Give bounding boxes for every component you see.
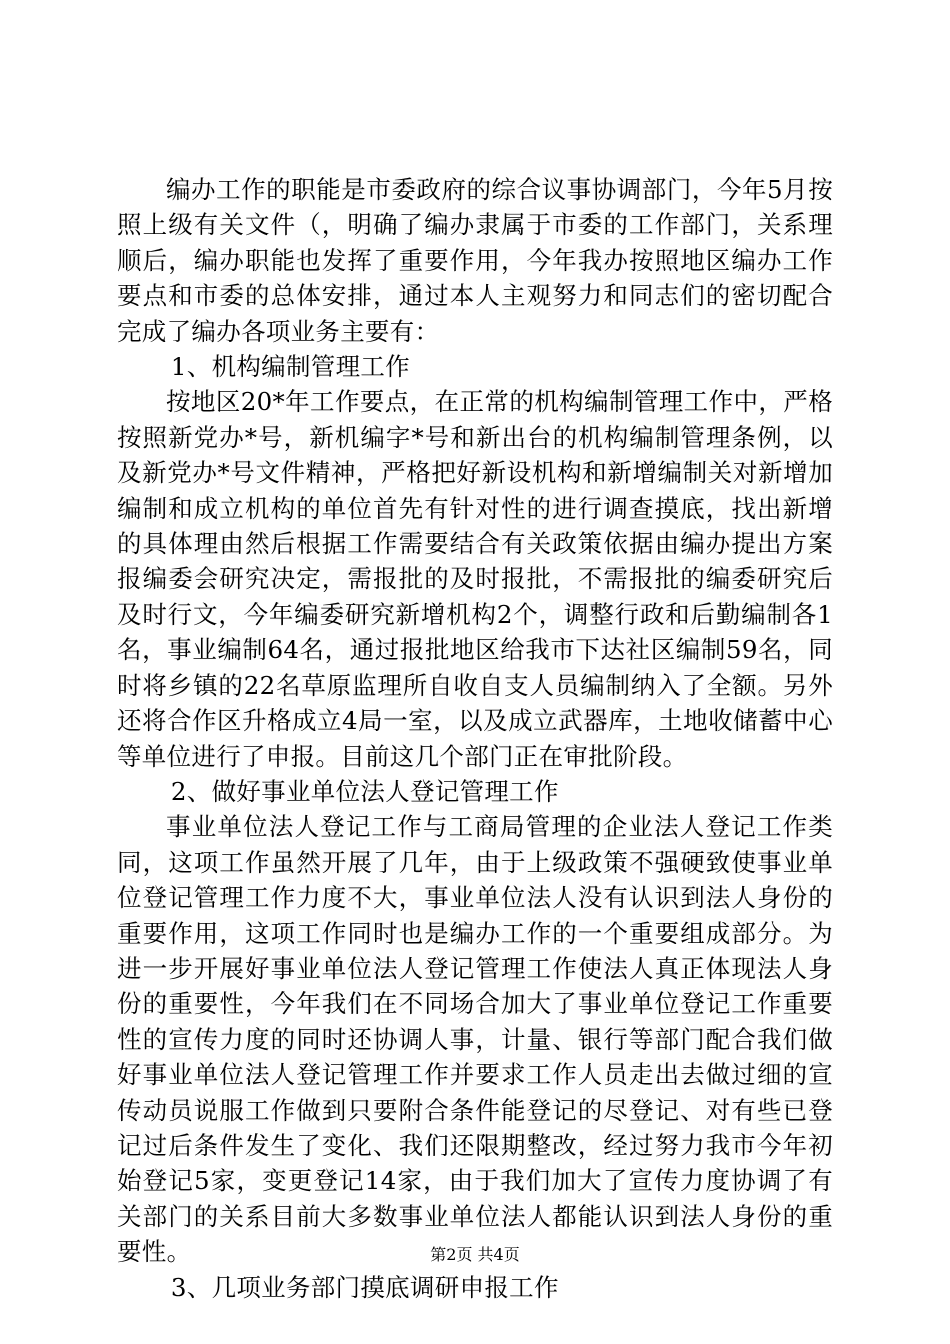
intro-paragraph: 编办工作的职能是市委政府的综合议事协调部门，今年5月按照上级有关文件（，明确了编办隶属于市委的工作部门，关系理顺后，编办职能也发挥了重要作用，今年我办按照地区编办工作要点和市委的总体安排，通过本人主观努力和同志们的密切配合完成了编办各项业务主要有： <box>117 175 833 346</box>
section-heading-2: 2、做好事业单位法人登记管理工作 <box>170 776 559 806</box>
section-1-paragraph: 按地区20*年工作要点，在正常的机构编制管理工作中，严格按照新党办*号，新机编字*号和新出台的机构编制管理条例，以及新党办*号文件精神，严格把好新设机构和新增编制关对新增加编制和成立机构的单位首先有针对性的进行调查摸底，找出新增的具体理由然后根据工作需要结合有关政策依据由编办提出方案报编委会研究决定，需报批的及时报批，不需报批的编委研究后及时行文，今年编委研究新增机构2个，调整行政和后勤编制各1名，事业编制64名，通过报批地区给我市下达社区编制59名，同时将乡镇的22名草原监理所自收自支人员编制纳入了全额。另外还将合作区升格成立4局一室，以及成立武器库，土地收储蓄中心等单位进行了申报。目前这几个部门正在审批阶段。 <box>117 387 833 771</box>
document-body <box>117 172 833 1305</box>
section-heading-1: 1、机构编制管理工作 <box>170 352 410 382</box>
section-2-paragraph: 事业单位法人登记工作与工商局管理的企业法人登记工作类同，这项工作虽然开展了几年，由于上级政策不强硬致使事业单位登记管理工作力度不大，事业单位法人没有认识到法人身份的重要作用，这项工作同时也是编办工作的一个重要组成部分。为进一步开展好事业单位法人登记管理工作使法人真正体现法人身份的重要性，今年我们在不同场合加大了事业单位登记工作重要性的宣传力度的同时还协调人事，计量、银行等部门配合我们做好事业单位法人登记管理工作并要求工作人员走出去做过细的宣传动员说服工作做到只要附合条件能登记的尽登记、对有些已登记过后条件发生了变化、我们还限期整改，经过努力我市今年初始登记5家，变更登记14家，由于我们加大了宣传力度协调了有关部门的关系目前大多数事业单位法人都能认识到法人身份的重要性。 <box>117 812 833 1267</box>
section-heading-3: 3、几项业务部门摸底调研申报工作 <box>170 1272 559 1302</box>
page-footer: 第2页 共4页 <box>430 1245 520 1264</box>
